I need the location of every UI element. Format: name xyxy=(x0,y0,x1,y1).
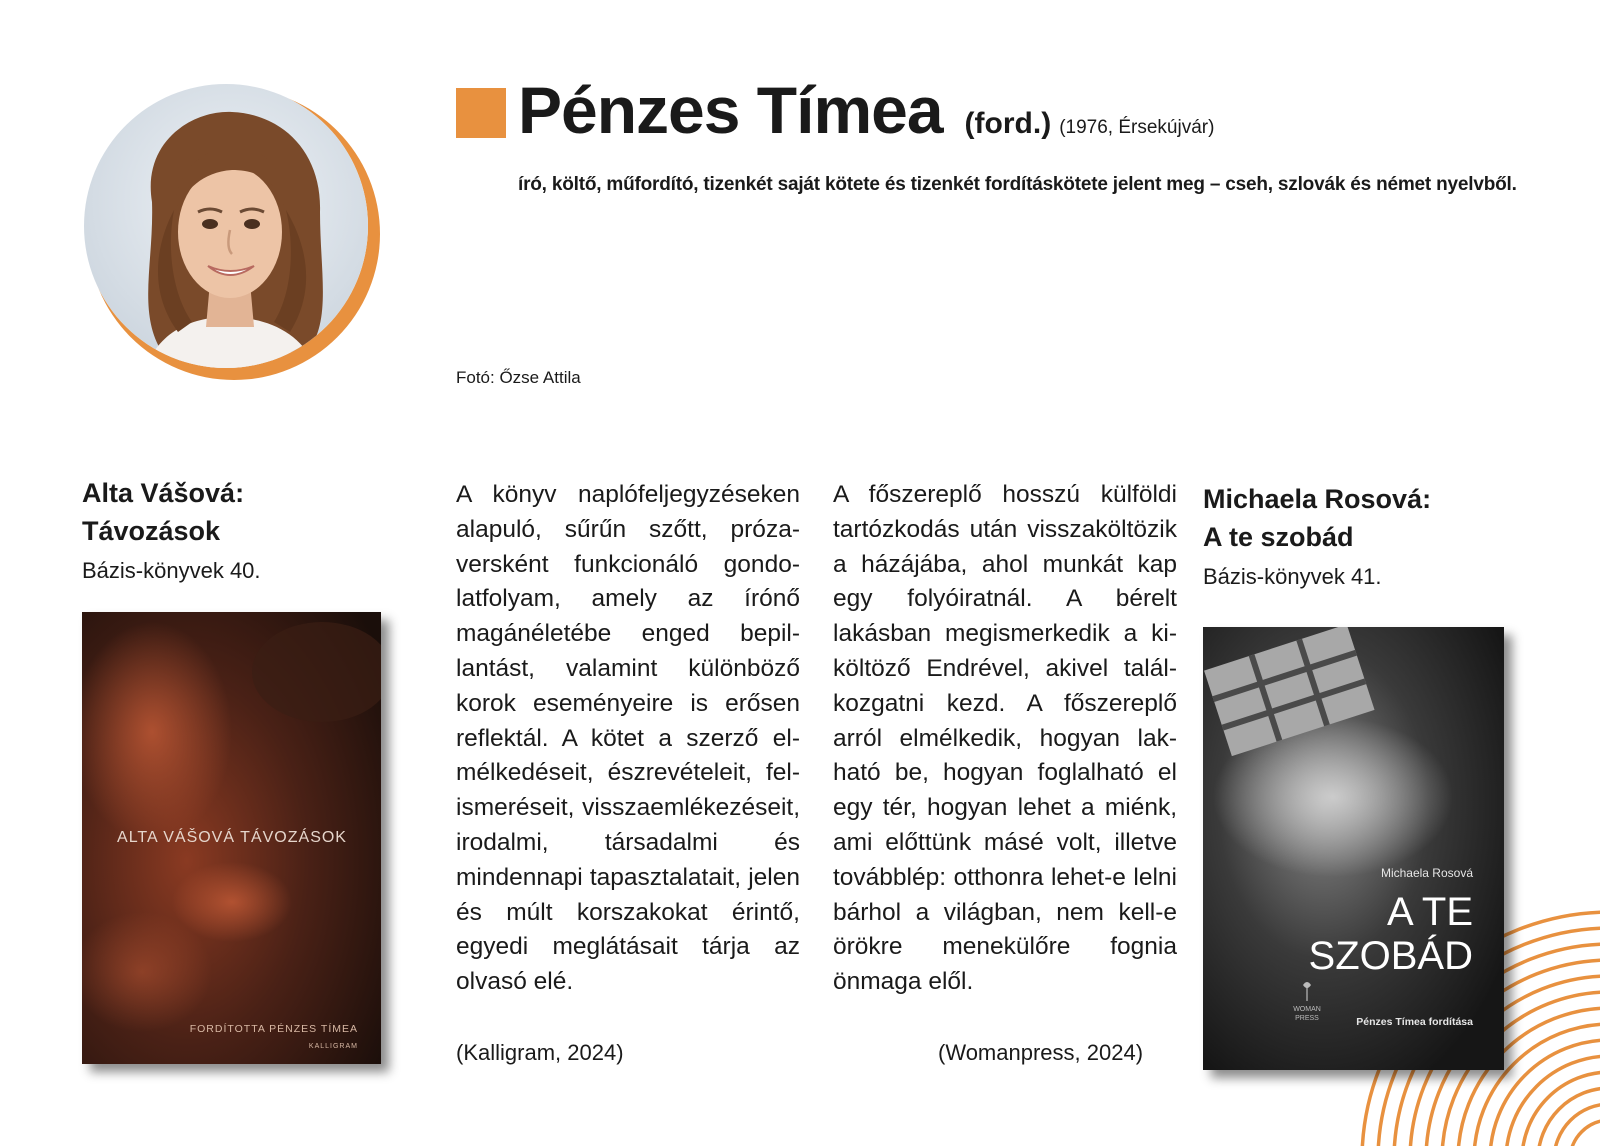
book2-author: Michaela Rosová: xyxy=(1203,484,1432,514)
book1-author: Alta Vášová: xyxy=(82,478,245,508)
book2-cover-title-line2: SZOBÁD xyxy=(1308,934,1473,978)
book1-heading xyxy=(82,474,382,586)
role-label: (ford.) xyxy=(964,107,1052,140)
book2-cover-author: Michaela Rosová xyxy=(1380,866,1473,880)
book1-cover-translator: FORDÍTOTTA PÉNZES TÍMEA xyxy=(189,1023,358,1035)
author-name: Pénzes Tímea xyxy=(518,73,943,147)
book2-series: Bázis-könyvek 41. xyxy=(1203,564,1382,589)
birth-info: (1976, Érsekújvár) xyxy=(1059,117,1215,138)
book1-cover xyxy=(82,612,381,1064)
book2-description: A főszereplő hosszú külföldi tartózkodás után visszaköltözik a házájába, ahol munkát kap egy folyóiratnál. A bérelt lakásban megismerkedik a kiköltöző Endrével, akivel találkozgatni kezd. A főszereplő arról elmélkedik, hogyan lakható be, hogyan foglalható el egy tér, hogyan lehet a miénk, ami előttünk másé volt, illetve továbblép: otthonra lehet-e lelni bárhol a világban, nem kell-e örökre menekülőre fognia önmaga elől. xyxy=(833,481,1177,996)
book1-cover-publisher: KALLIGRAM xyxy=(308,1043,358,1050)
accent-square xyxy=(456,88,506,138)
book2-cover xyxy=(1203,627,1504,1070)
book2-cover-art xyxy=(1203,627,1504,1070)
book2-cover-logo-line2: PRESS xyxy=(1295,1015,1319,1022)
photo-credit: Fotó: Őzse Attila xyxy=(456,368,581,387)
book1-series: Bázis-könyvek 40. xyxy=(82,558,261,583)
book2-cover-title-line1: A TE xyxy=(1387,890,1473,934)
book2-cover-translator: Pénzes Tímea fordítása xyxy=(1356,1016,1473,1028)
book2-title: A te szobád xyxy=(1203,522,1354,552)
book1-cover-art xyxy=(82,612,381,1064)
book2-heading xyxy=(1203,480,1523,592)
author-portrait xyxy=(82,82,382,382)
book1-title: Távozások xyxy=(82,516,221,546)
book1-cover-title: ALTA VÁŠOVÁ TÁVOZÁSOK xyxy=(117,829,347,846)
book1-publisher: (Kalligram, 2024) xyxy=(456,1040,624,1065)
book1-description: A könyv naplófeljegyzéseken alapuló, sűrűn szőtt, prózaversként funkcionáló gondolatfolyam, amely az írónő magánéletébe enged bepillantást, valamint különböző korok eseményeire is erősen reflektál. A kötet a szerző elmélkedéseit, észrevételeit, felismeréseit, visszaemlékezéseit, irodalmi, társadalmi és mindennapi tapasztalatait, jelen és múlt korszakokat érintő, egyedi meglátásait tárja az olvasó elé. xyxy=(456,481,800,996)
book2-cover-logo-line1: WOMAN xyxy=(1293,1006,1321,1013)
author-bio: író, költő, műfordító, tizenkét saját kötete és tizenkét fordításkötete jelent meg – cseh, szlovák és német nyelvből. xyxy=(518,174,1517,195)
header-line xyxy=(518,72,1214,148)
book2-publisher: (Womanpress, 2024) xyxy=(938,1040,1144,1065)
